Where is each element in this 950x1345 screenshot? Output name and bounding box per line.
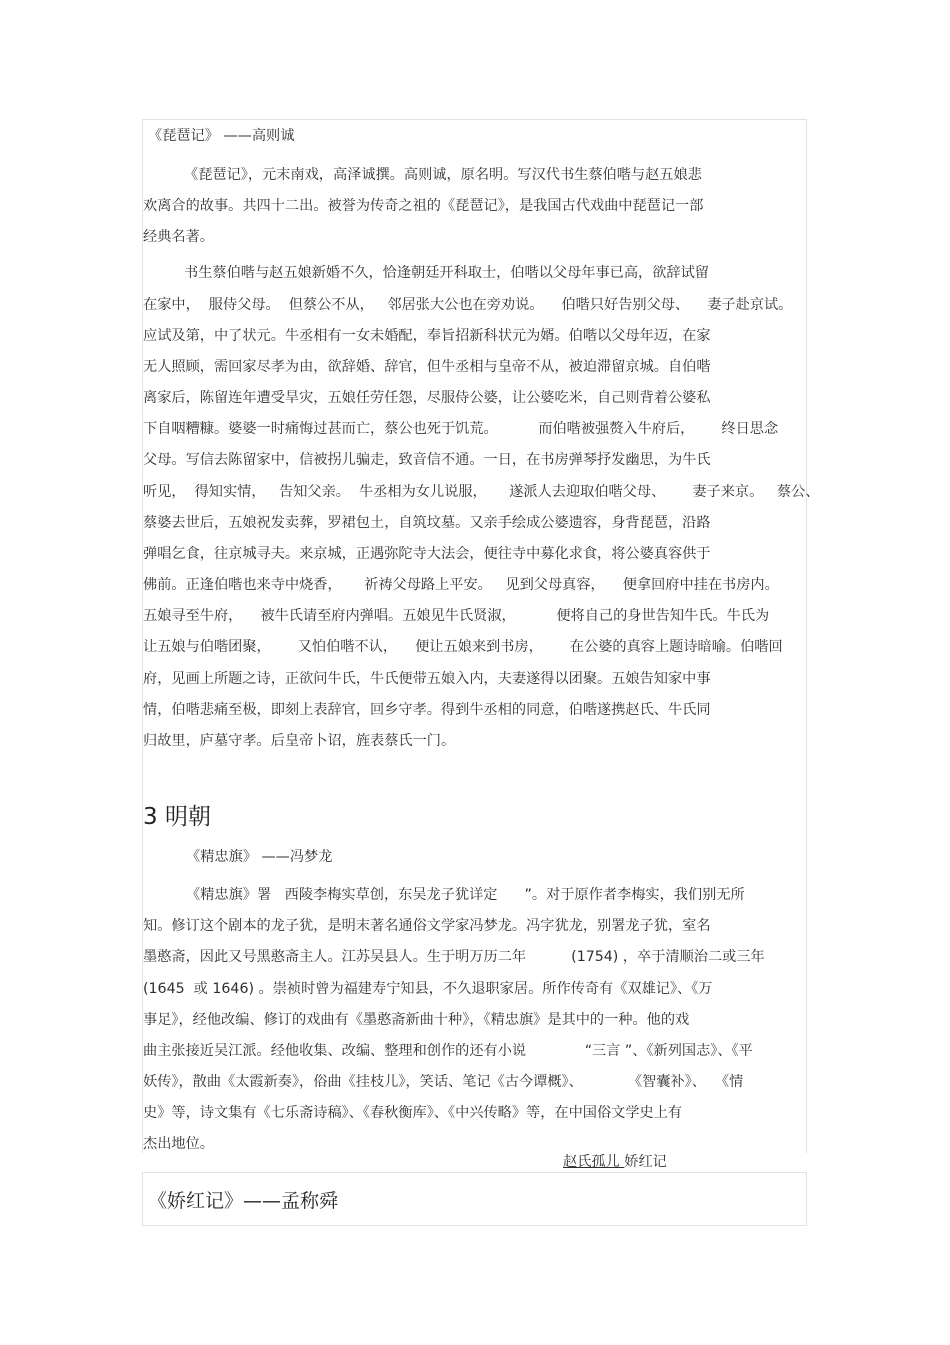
heading-ming-dynasty: 3 明朝 <box>143 804 211 830</box>
pipa-story-line: 佛前。正逢伯喈也来寺中烧香， 祈祷父母路上平安。 见到父母真容， 便拿回府中挂在书房内。 <box>143 577 779 593</box>
pipa-story-line: 下自咽糟糠。婆婆一时痛悔过甚而亡，蔡公也死于饥荒。 而伯喈被强赘入牛府后， 终日思念 <box>143 421 779 437</box>
pipa-title: 《琵琶记》 ——高则诚 <box>148 128 295 144</box>
jingzhongqi-line: (1645 或 1646) 。崇祯时曾为福建寿宁知县，不久退职家居。所作传奇有《双雄记》、《万 <box>143 981 713 997</box>
link-zhaoshi-guer[interactable]: 赵氏孤儿 <box>563 1154 625 1170</box>
jingzhongqi-line: 事足》，经他改编、修订的戏曲有《墨憨斋新曲十种》，《精忠旗》是其中的一种。他的戏 <box>143 1012 690 1028</box>
jingzhongqi-title: 《精忠旗》 ——冯梦龙 <box>186 849 333 865</box>
jingzhongqi-line: 杰出地位。 <box>143 1136 214 1152</box>
jingzhongqi-line: 《精忠旗》署 西陵李梅实草创，东吴龙子犹详定 ”。对于原作者李梅实，我们别无所 <box>186 887 745 903</box>
link-jiaohongji[interactable]: 娇红记 <box>624 1154 667 1170</box>
jiaohongji-title: 《娇红记》——孟称舜 <box>148 1190 339 1212</box>
pipa-story-line: 蔡婆去世后，五娘祝发卖葬，罗裙包土，自筑坟墓。又亲手绘成公婆遗容，身背琵琶，沿路 <box>143 515 711 531</box>
pipa-intro-line: 经典名著。 <box>143 229 214 245</box>
pipa-story-line: 离家后，陈留连年遭受旱灾，五娘任劳任怨，尽服侍公婆，让公婆吃米，自己则背着公婆私 <box>143 390 711 406</box>
pipa-story-line: 听见， 得知实情， 告知父亲。 牛丞相为女儿说服， 遂派人去迎取伯喈父母、 妻子来京。 蔡公、 <box>143 484 820 500</box>
pipa-story-line: 府，见画上所题之诗，正欲问牛氏，牛氏便带五娘入内，夫妻遂得以团聚。五娘告知家中事 <box>143 671 711 687</box>
pipa-story-line: 父母。写信去陈留家中，信被拐儿骗走，致音信不通。一日，在书房弹琴抒发幽思，为牛氏 <box>143 452 711 468</box>
pipa-story-line: 五娘寻至牛府， 被牛氏请至府内弹唱。五娘见牛氏贤淑， 便将自己的身世告知牛氏。牛氏为 <box>143 608 770 624</box>
pipa-story-line: 书生蔡伯喈与赵五娘新婚不久，恰逢朝廷开科取士，伯喈以父母年事已高，欲辞试留 <box>184 265 709 281</box>
pipa-story-line: 应试及第，中了状元。牛丞相有一女未婚配，奉旨招新科状元为婿。伯喈以父母年迈，在家 <box>143 328 711 344</box>
pipa-story-line: 让五娘与伯喈团聚， 又怕伯喈不认， 便让五娘来到书房， 在公婆的真容上题诗暗喻。伯喈回 <box>143 639 783 655</box>
jingzhongqi-line: 曲主张接近吴江派。经他收集、改编、整理和创作的还有小说 “三言 ”、《新列国志》、《平 <box>143 1043 753 1059</box>
pipa-story-line: 无人照顾，需回家尽孝为由，欲辞婚、辞官，但牛丞相与皇帝不从，被迫滞留京城。自伯喈 <box>143 359 711 375</box>
jingzhongqi-line: 史》等，诗文集有《七乐斋诗稿》、《春秋衡库》、《中兴传略》等，在中国俗文学史上有 <box>143 1105 683 1121</box>
pipa-story-line: 在家中， 服侍父母。 但蔡公不从， 邻居张大公也在旁劝说。 伯喈只好告别父母、 妻子赴京试。 <box>143 297 793 313</box>
jingzhongqi-line: 墨憨斋，因此又号黑憨斋主人。江苏吴县人。生于明万历二年 (1754) ，卒于清顺治二或三年 <box>143 949 765 965</box>
jingzhongqi-line: 知。修订这个剧本的龙子犹，是明末著名通俗文学家冯梦龙。冯字犹龙，别署龙子犹，室名 <box>143 918 711 934</box>
pipa-intro-line: 欢离合的故事。共四十二出。被誉为传奇之祖的《琵琶记》，是我国古代戏曲中琵琶记一部 <box>143 198 704 214</box>
pipa-story-line: 归故里，庐墓守孝。后皇帝卜诏，旌表蔡氏一门。 <box>143 733 456 749</box>
pipa-intro-line: 《琵琶记》，元末南戏，高泽诚撰。高则诚，原名明。写汉代书生蔡伯喈与赵五娘悲 <box>184 167 702 183</box>
pipa-story-line: 情，伯喈悲痛至极，即刻上表辞官，回乡守孝。得到牛丞相的同意，伯喈遂携赵氏、牛氏同 <box>143 702 711 718</box>
jingzhongqi-line: 妖传》，散曲《太霞新奏》，俗曲《挂枝儿》，笑话、笔记《古今谭概》、 《智囊补》、 《情 <box>143 1074 744 1090</box>
pipa-story-line: 弹唱乞食，往京城寻夫。来京城，正遇弥陀寺大法会，便往寺中募化求食，将公婆真容供于 <box>143 546 711 562</box>
